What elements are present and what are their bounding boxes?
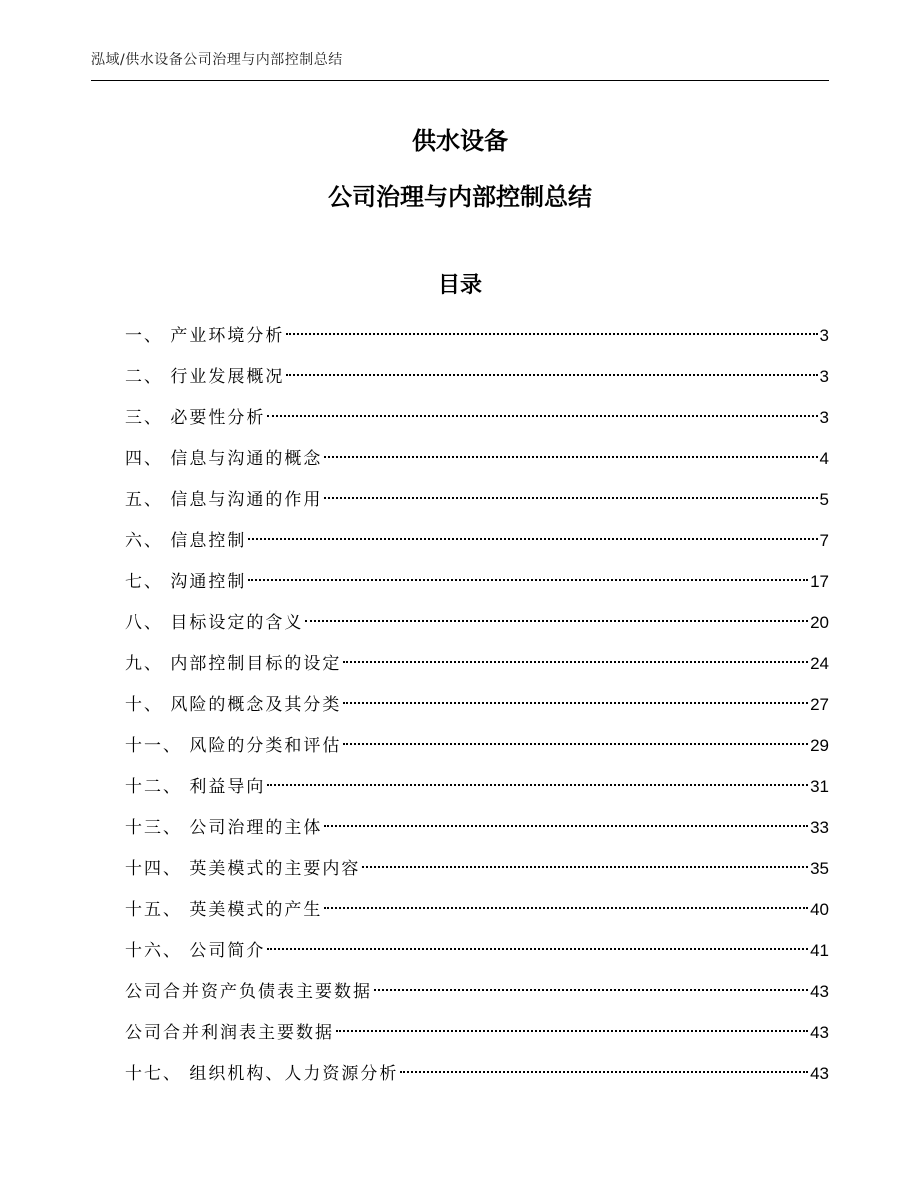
toc-dot-leader bbox=[305, 620, 808, 622]
toc-dot-leader bbox=[324, 456, 817, 458]
toc-entry[interactable] bbox=[125, 1058, 829, 1099]
toc-entry[interactable] bbox=[125, 853, 829, 894]
toc-dot-leader bbox=[324, 825, 808, 827]
toc-entry-label: 四、 信息与沟通的概念 bbox=[125, 449, 323, 469]
toc-entry-page-number: 35 bbox=[810, 859, 829, 878]
toc-entry[interactable] bbox=[125, 320, 829, 361]
toc-dot-leader bbox=[400, 1071, 808, 1073]
toc-dot-leader bbox=[267, 415, 817, 417]
toc-dot-leader bbox=[267, 784, 808, 786]
toc-entry-page-number: 27 bbox=[810, 695, 829, 714]
toc-entry-page-number: 24 bbox=[810, 654, 829, 673]
toc-entry[interactable] bbox=[125, 689, 829, 730]
document-title-line-1: 供水设备 bbox=[412, 127, 508, 155]
toc-dot-leader bbox=[324, 497, 817, 499]
document-title-line-2: 公司治理与内部控制总结 bbox=[328, 183, 592, 211]
toc-entry-page-number: 29 bbox=[810, 736, 829, 755]
toc-entry-label: 五、 信息与沟通的作用 bbox=[125, 490, 323, 510]
toc-entry-page-number: 31 bbox=[810, 777, 829, 796]
toc-dot-leader bbox=[343, 702, 808, 704]
toc-entry[interactable] bbox=[125, 443, 829, 484]
toc-dot-leader bbox=[374, 989, 808, 991]
toc-entry-label: 十一、 风险的分类和评估 bbox=[125, 736, 342, 756]
toc-entry[interactable] bbox=[125, 812, 829, 853]
toc-entry[interactable] bbox=[125, 1017, 829, 1058]
toc-entry-label: 公司合并资产负债表主要数据 bbox=[125, 982, 372, 1002]
running-header: 泓域/供水设备公司治理与内部控制总结 bbox=[91, 52, 343, 68]
toc-dot-leader bbox=[267, 948, 808, 950]
toc-entry-page-number: 7 bbox=[819, 531, 829, 550]
toc-entry-label: 七、 沟通控制 bbox=[125, 572, 247, 592]
toc-entry[interactable] bbox=[125, 648, 829, 689]
toc-entry-label: 九、 内部控制目标的设定 bbox=[125, 654, 342, 674]
toc-entry[interactable] bbox=[125, 607, 829, 648]
toc-entry-page-number: 33 bbox=[810, 818, 829, 837]
toc-entry[interactable] bbox=[125, 730, 829, 771]
toc-entry-label: 十三、 公司治理的主体 bbox=[125, 818, 323, 838]
toc-entry-page-number: 41 bbox=[810, 941, 829, 960]
toc-entry[interactable] bbox=[125, 976, 829, 1017]
toc-entry-label: 三、 必要性分析 bbox=[125, 408, 266, 428]
table-of-contents bbox=[125, 320, 829, 1099]
toc-entry-label: 公司合并利润表主要数据 bbox=[125, 1023, 334, 1043]
toc-dot-leader bbox=[343, 661, 808, 663]
toc-entry-label: 六、 信息控制 bbox=[125, 531, 247, 551]
toc-entry[interactable] bbox=[125, 525, 829, 566]
toc-dot-leader bbox=[362, 866, 808, 868]
toc-entry-page-number: 43 bbox=[810, 1023, 829, 1042]
toc-entry[interactable] bbox=[125, 894, 829, 935]
toc-entry-page-number: 17 bbox=[810, 572, 829, 591]
toc-dot-leader bbox=[324, 907, 808, 909]
toc-entry-page-number: 3 bbox=[819, 367, 829, 386]
toc-dot-leader bbox=[286, 374, 817, 376]
toc-entry-page-number: 20 bbox=[810, 613, 829, 632]
toc-entry[interactable] bbox=[125, 484, 829, 525]
toc-entry-page-number: 43 bbox=[810, 1064, 829, 1083]
toc-entry-page-number: 43 bbox=[810, 982, 829, 1001]
toc-entry-label: 十六、 公司简介 bbox=[125, 941, 266, 961]
toc-entry-page-number: 3 bbox=[819, 326, 829, 345]
toc-entry[interactable] bbox=[125, 402, 829, 443]
toc-dot-leader bbox=[286, 333, 817, 335]
toc-entry[interactable] bbox=[125, 566, 829, 607]
toc-dot-leader bbox=[248, 538, 817, 540]
toc-entry[interactable] bbox=[125, 771, 829, 812]
toc-dot-leader bbox=[336, 1030, 808, 1032]
toc-entry-page-number: 3 bbox=[819, 408, 829, 427]
toc-entry[interactable] bbox=[125, 361, 829, 402]
toc-entry-page-number: 40 bbox=[810, 900, 829, 919]
toc-entry-label: 二、 行业发展概况 bbox=[125, 367, 285, 387]
toc-entry-label: 十四、 英美模式的主要内容 bbox=[125, 859, 361, 879]
toc-entry-label: 八、 目标设定的含义 bbox=[125, 613, 304, 633]
toc-entry-label: 十二、 利益导向 bbox=[125, 777, 266, 797]
toc-entry-label: 十七、 组织机构、人力资源分析 bbox=[125, 1064, 399, 1084]
toc-dot-leader bbox=[343, 743, 808, 745]
toc-entry-label: 一、 产业环境分析 bbox=[125, 326, 285, 346]
header-divider bbox=[91, 80, 829, 81]
toc-entry-page-number: 5 bbox=[819, 490, 829, 509]
toc-entry-label: 十五、 英美模式的产生 bbox=[125, 900, 323, 920]
toc-heading: 目录 bbox=[437, 273, 482, 298]
toc-entry-label: 十、 风险的概念及其分类 bbox=[125, 695, 342, 715]
toc-dot-leader bbox=[248, 579, 808, 581]
toc-entry-page-number: 4 bbox=[819, 449, 829, 468]
toc-entry[interactable] bbox=[125, 935, 829, 976]
